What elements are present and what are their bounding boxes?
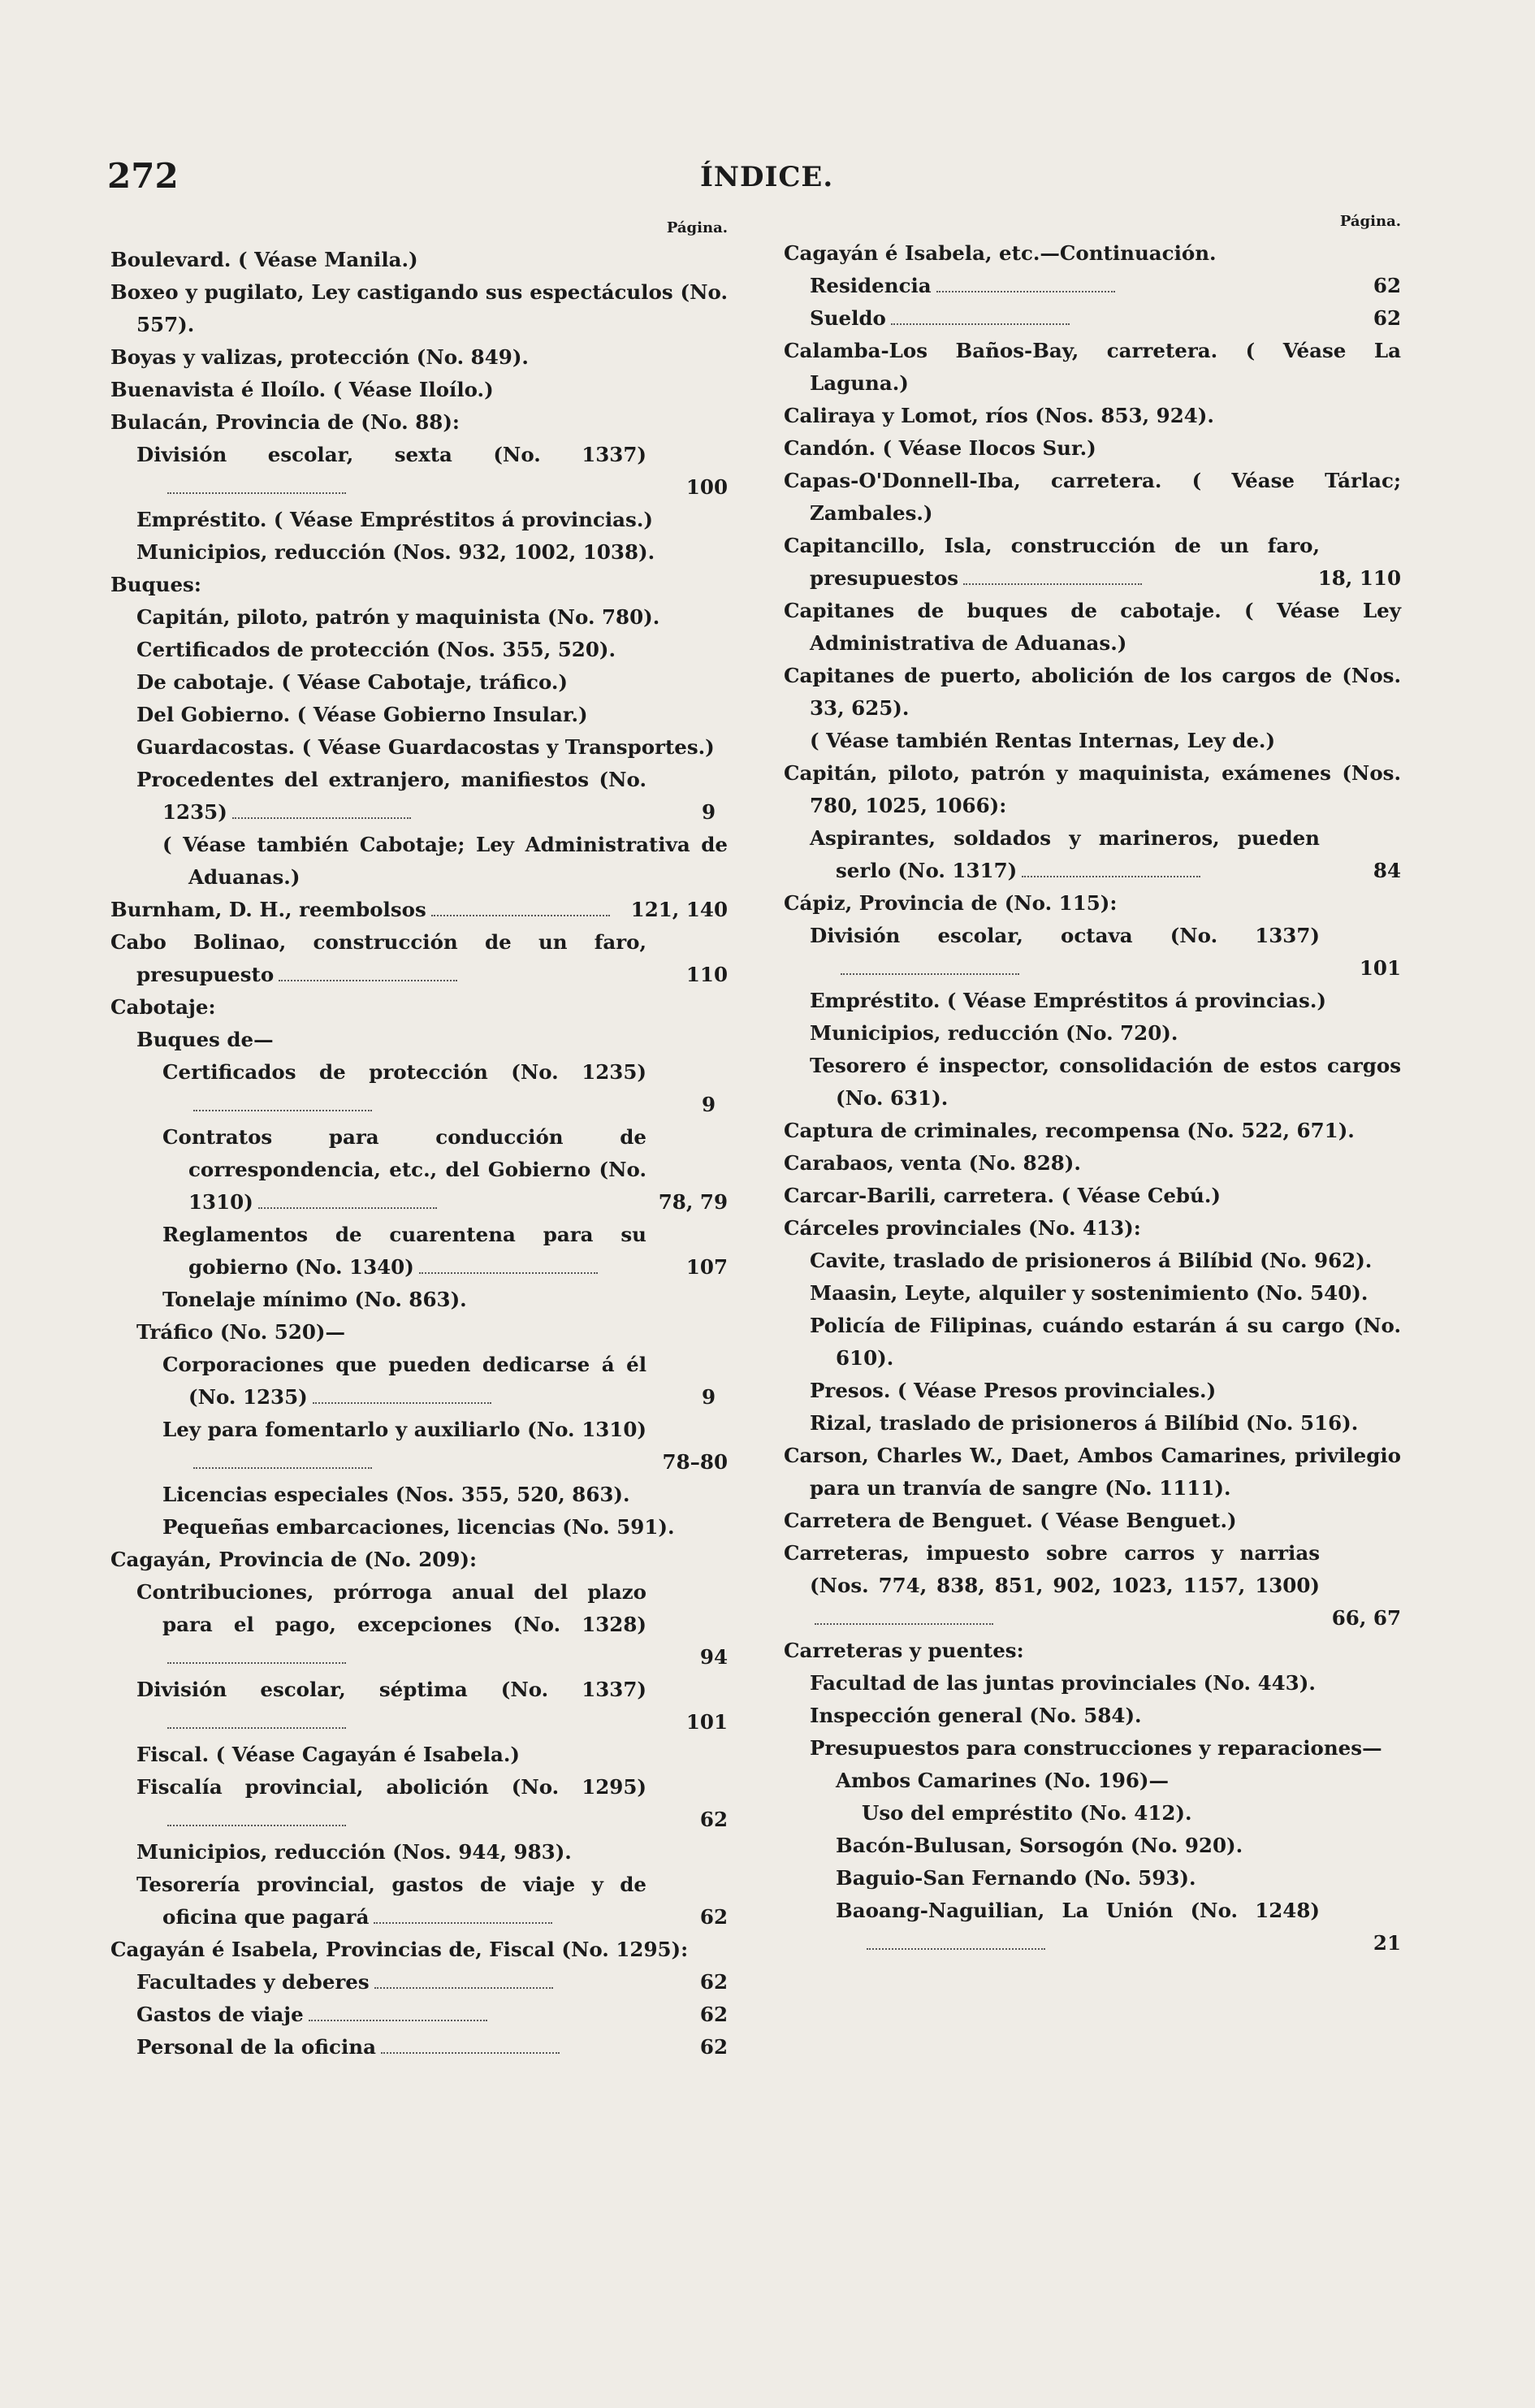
entry-text: Ambos Camarines (No. 196)—	[836, 1769, 1170, 1792]
entry-text: Capitancillo, Isla, construcción de un faro, presupuestos	[784, 534, 1320, 590]
index-entry: Procedentes del extranjero, manifiestos (No. 1235) 9	[136, 768, 716, 824]
entry-text: Baguio-San Fernando (No. 593).	[836, 1866, 1196, 1890]
index-entry	[136, 1739, 728, 1771]
index-entry	[162, 1414, 728, 1479]
entry-text: Municipios, reducción (No. 720).	[810, 1021, 1178, 1045]
entry-text: Buenavista é Iloílo. ( Véase Iloílo.)	[110, 378, 494, 401]
entry-text: Baoang-Naguilian, La Unión (No. 1248)	[836, 1899, 1320, 1922]
leader-dots	[815, 1615, 993, 1625]
entry-text: Boxeo y pugilato, Ley castigando sus espectáculos (No. 557).	[110, 280, 728, 336]
page-reference: 101	[1359, 956, 1401, 980]
index-entry	[110, 894, 728, 926]
entry-text: Carabaos, venta (No. 828).	[784, 1151, 1081, 1175]
index-entry	[136, 1024, 728, 1056]
entry-text: Licencias especiales (Nos. 355, 520, 863).	[162, 1483, 630, 1506]
entry-text: Boyas y valizas, protección (No. 849).	[110, 345, 529, 369]
index-column-right	[784, 213, 1401, 1960]
index-entry	[784, 1147, 1401, 1180]
page-reference: 62	[699, 1905, 728, 1929]
leader-dots	[193, 1102, 372, 1111]
entry-text: Certificados de protección (No. 1235)	[162, 1060, 646, 1084]
entry-text: División escolar, octava (No. 1337)	[810, 924, 1320, 947]
index-entry	[136, 439, 728, 504]
index-entry	[110, 244, 728, 276]
entry-text: Capitán, piloto, patrón y maquinista, exámenes (Nos. 780, 1025, 1066):	[784, 761, 1401, 817]
page-reference: 100	[685, 475, 728, 499]
leader-dots	[167, 1654, 346, 1664]
page-reference: 21	[1373, 1931, 1401, 1955]
leader-dots	[313, 1394, 491, 1404]
entry-text: Carreteras, impuesto sobre carros y narrias (Nos. 774, 838, 851, 902, 1023, 1157, 1300)	[784, 1541, 1320, 1597]
entry-text: Contratos para conducción de correspondencia, etc., del Gobierno (No. 1310)	[162, 1125, 646, 1214]
index-entry	[110, 926, 728, 991]
leader-dots	[232, 809, 411, 819]
leader-dots	[193, 1459, 372, 1469]
entry-text: Sueldo	[810, 306, 886, 330]
index-entry	[110, 991, 728, 1024]
entry-text: Maasin, Leyte, alquiler y sostenimiento (No. 540).	[810, 1281, 1369, 1305]
entry-text: Burnham, D. H., reembolsos	[110, 898, 426, 921]
page-number: 272	[107, 156, 179, 196]
index-entry	[110, 374, 728, 406]
page-reference: 101	[685, 1710, 728, 1734]
entry-text: Bulacán, Provincia de (No. 88):	[110, 410, 460, 434]
index-entry	[784, 1440, 1401, 1505]
entry-text: Cagayán, Provincia de (No. 209):	[110, 1548, 478, 1571]
index-entry	[784, 1505, 1401, 1537]
index-entry	[136, 1771, 728, 1836]
index-entry	[810, 1667, 1401, 1700]
column-label: Página.	[1339, 213, 1401, 230]
page-reference: 62	[699, 1970, 728, 1994]
index-entry	[136, 666, 728, 699]
entry-text: Tesorero é inspector, consolidación de estos cargos (No. 631).	[810, 1054, 1401, 1110]
index-entry	[136, 1674, 728, 1739]
index-entry	[110, 569, 728, 601]
index-entry	[784, 595, 1401, 660]
index-entry	[836, 1765, 1401, 1797]
leader-dots	[936, 283, 1115, 292]
index-entry	[136, 634, 728, 666]
running-head: ÍNDICE.	[700, 161, 834, 193]
entry-text: Carreteras y puentes:	[784, 1639, 1024, 1662]
entry-text: ( Véase también Cabotaje; Ley Administrativa de Aduanas.)	[162, 833, 728, 889]
entry-text: Carson, Charles W., Daet, Ambos Camarines, privilegio para un tranvía de sangre (No. 1111).	[784, 1444, 1401, 1500]
index-entry	[136, 2031, 728, 2064]
index-entry	[784, 237, 1401, 270]
entry-text: Municipios, reducción (Nos. 932, 1002, 1038).	[136, 540, 655, 564]
entry-text: Cagayán é Isabela, Provincias de, Fiscal (No. 1295):	[110, 1938, 689, 1961]
entry-text: Rizal, traslado de prisioneros á Bilíbid (No. 516).	[810, 1411, 1359, 1435]
index-entry	[862, 1797, 1401, 1830]
leader-dots	[1022, 868, 1200, 877]
entry-text: Cagayán é Isabela, etc.—Continuación.	[784, 241, 1217, 265]
entry-text: Facultades y deberes	[136, 1970, 370, 1994]
index-entry	[784, 1115, 1401, 1147]
index-entry: Certificados de protección (No. 1235) 9	[162, 1060, 716, 1116]
index-entry	[784, 335, 1401, 400]
page-reference: 78–80	[662, 1450, 728, 1474]
index-entry	[810, 270, 1401, 302]
entry-text: Cabo Bolinao, construcción de un faro, presupuesto	[110, 930, 646, 986]
index-entry	[136, 1836, 728, 1869]
page-reference: 84	[1373, 859, 1401, 882]
leader-dots	[867, 1940, 1045, 1950]
leader-dots	[381, 2044, 560, 2054]
entry-text: Residencia	[810, 274, 932, 297]
index-entry	[136, 1999, 728, 2031]
entry-text: Contribuciones, prórroga anual del plazo para el pago, excepciones (No. 1328)	[136, 1580, 646, 1636]
entry-text: Personal de la oficina	[136, 2035, 376, 2059]
entry-text: Del Gobierno. ( Véase Gobierno Insular.)	[136, 703, 588, 726]
index-entry	[162, 1511, 728, 1544]
index-entry	[810, 1277, 1401, 1310]
index-column-left	[110, 219, 728, 2064]
entry-text: De cabotaje. ( Véase Cabotaje, tráfico.)	[136, 670, 568, 694]
entry-text: Capitán, piloto, patrón y maquinista (No. 780).	[136, 605, 660, 629]
index-entry	[810, 1245, 1401, 1277]
entry-text: Candón. ( Véase Ilocos Sur.)	[784, 436, 1096, 460]
entry-text: Bacón-Bulusan, Sorsogón (No. 920).	[836, 1834, 1243, 1857]
entry-text: Empréstito. ( Véase Empréstitos á provincias.)	[810, 989, 1326, 1012]
index-entry	[136, 536, 728, 569]
entry-text: Reglamentos de cuarentena para su gobierno (No. 1340)	[162, 1223, 646, 1279]
index-entry	[784, 465, 1401, 530]
index-entry	[810, 1700, 1401, 1732]
entry-text: ( Véase también Rentas Internas, Ley de.)	[810, 729, 1276, 752]
index-entry	[136, 1966, 728, 1999]
leader-dots	[419, 1264, 598, 1274]
entry-text: Presos. ( Véase Presos provinciales.)	[810, 1379, 1217, 1402]
leader-dots	[374, 1914, 552, 1924]
index-entry	[784, 1212, 1401, 1245]
index-entry	[836, 1895, 1401, 1960]
entry-text: Procedentes del extranjero, manifiestos (No. 1235)	[136, 768, 646, 824]
index-entry	[784, 1537, 1401, 1635]
entry-text: Boulevard. ( Véase Manila.)	[110, 248, 418, 271]
entry-text: Tráfico (No. 520)—	[136, 1320, 346, 1344]
index-entry	[784, 757, 1401, 822]
entry-text: Empréstito. ( Véase Empréstitos á provincias.)	[136, 508, 653, 531]
leader-dots	[309, 2012, 487, 2021]
index-entry	[784, 660, 1401, 725]
index-entry	[784, 887, 1401, 920]
index-entry	[136, 504, 728, 536]
index-entry	[810, 1407, 1401, 1440]
index-entry	[110, 276, 728, 341]
page-reference: 62	[1373, 274, 1401, 297]
leader-dots	[258, 1199, 437, 1209]
entry-text: Certificados de protección (Nos. 355, 520).	[136, 638, 616, 661]
leader-dots	[167, 1817, 346, 1826]
entry-text: Uso del empréstito (No. 412).	[862, 1801, 1192, 1825]
index-entry	[162, 1284, 728, 1316]
index-entry	[136, 699, 728, 731]
page-reference: 62	[699, 2003, 728, 2026]
index-entry	[810, 1732, 1401, 1765]
column-label: Página.	[666, 219, 728, 236]
entry-text: Cavite, traslado de prisioneros á Bilíbid (No. 962).	[810, 1249, 1373, 1272]
entry-text: Cárceles provinciales (No. 413):	[784, 1216, 1141, 1240]
leader-dots	[841, 965, 1019, 975]
index-entry	[836, 1830, 1401, 1862]
index-entry	[810, 1375, 1401, 1407]
leader-dots	[374, 1979, 553, 1989]
index-entry	[136, 1576, 728, 1674]
page-reference: 18, 110	[1317, 566, 1401, 590]
index-entry	[810, 920, 1401, 985]
index-entry	[810, 985, 1401, 1017]
entry-text: Capitanes de buques de cabotaje. ( Véase Ley Administrativa de Aduanas.)	[784, 599, 1401, 655]
entry-text: Tesorería provincial, gastos de viaje y de oficina que pagará	[136, 1873, 646, 1929]
entry-text: Policía de Filipinas, cuándo estarán á su cargo (No. 610).	[810, 1314, 1401, 1370]
index-entry	[784, 530, 1401, 595]
index-entry	[110, 1544, 728, 1576]
page-reference: 94	[699, 1645, 728, 1669]
entry-text: Captura de criminales, recompensa (No. 522, 671).	[784, 1119, 1355, 1142]
index-entry	[784, 400, 1401, 432]
leader-dots	[167, 1719, 346, 1729]
page-reference: 121, 140	[630, 898, 728, 921]
entry-text: Facultad de las juntas provinciales (No. 443).	[810, 1671, 1316, 1695]
index-entry	[162, 829, 728, 894]
index-entry	[810, 1017, 1401, 1050]
entry-text: Guardacostas. ( Véase Guardacostas y Transportes.)	[136, 735, 715, 759]
index-entry	[784, 1635, 1401, 1667]
entry-text: Buques de—	[136, 1028, 274, 1051]
entry-text: División escolar, sexta (No. 1337)	[136, 443, 646, 466]
entry-text: Presupuestos para construcciones y reparaciones—	[810, 1736, 1382, 1760]
leader-dots	[167, 484, 346, 494]
entry-text: Fiscalía provincial, abolición (No. 1295)	[136, 1775, 646, 1799]
index-entry	[110, 406, 728, 439]
entry-text: Fiscal. ( Véase Cagayán é Isabela.)	[136, 1743, 521, 1766]
index-entry	[810, 1050, 1401, 1115]
index-entry	[110, 341, 728, 374]
index-entry	[810, 725, 1401, 757]
entry-text: Cabotaje:	[110, 995, 216, 1019]
leader-dots	[431, 907, 610, 916]
index-entry	[810, 1310, 1401, 1375]
entry-text: Buques:	[110, 573, 201, 596]
entry-text: Carcar-Barili, carretera. ( Véase Cebú.)	[784, 1184, 1221, 1207]
index-entry	[162, 1121, 728, 1219]
entry-text: Aspirantes, soldados y marineros, pueden serlo (No. 1317)	[810, 826, 1320, 882]
page-reference: 66, 67	[1331, 1606, 1401, 1630]
entry-text: Capas-O'Donnell-Iba, carretera. ( Véase Tárlac; Zambales.)	[784, 469, 1401, 525]
index-entry	[136, 1316, 728, 1349]
page-reference: 78, 79	[658, 1190, 728, 1214]
index-entry	[136, 731, 728, 764]
page-reference: 62	[699, 2035, 728, 2059]
entry-text: Caliraya y Lomot, ríos (Nos. 853, 924).	[784, 404, 1214, 427]
leader-dots	[963, 575, 1142, 585]
leader-dots	[891, 315, 1070, 325]
page-reference: 62	[699, 1808, 728, 1831]
index-entry	[136, 601, 728, 634]
entry-text: Calamba-Los Baños-Bay, carretera. ( Véase La Laguna.)	[784, 339, 1401, 395]
entry-text: Ley para fomentarlo y auxiliarlo (No. 1310)	[162, 1418, 646, 1441]
index-entry	[162, 1479, 728, 1511]
index-entry	[810, 302, 1401, 335]
page-reference: 110	[685, 963, 728, 986]
entry-text: Inspección general (No. 584).	[810, 1704, 1142, 1727]
leader-dots	[279, 972, 457, 981]
entry-text: Municipios, reducción (Nos. 944, 983).	[136, 1840, 572, 1864]
index-entry	[836, 1862, 1401, 1895]
index-entry	[784, 432, 1401, 465]
entry-text: Cápiz, Provincia de (No. 115):	[784, 891, 1118, 915]
page-reference: 62	[1373, 306, 1401, 330]
entry-text: Capitanes de puerto, abolición de los cargos de (Nos. 33, 625).	[784, 664, 1401, 720]
index-entry: Corporaciones que pueden dedicarse á él (No. 1235) 9	[162, 1353, 716, 1409]
index-entry	[162, 1219, 728, 1284]
entry-text: División escolar, séptima (No. 1337)	[136, 1678, 646, 1701]
index-entry	[136, 1869, 728, 1934]
entry-text: Carretera de Benguet. ( Véase Benguet.)	[784, 1509, 1237, 1532]
index-entry	[110, 1934, 728, 1966]
entry-text: Pequeñas embarcaciones, licencias (No. 591).	[162, 1515, 675, 1539]
entry-text: Tonelaje mínimo (No. 863).	[162, 1288, 467, 1311]
index-entry	[810, 822, 1401, 887]
entry-text: Gastos de viaje	[136, 2003, 304, 2026]
index-entry	[784, 1180, 1401, 1212]
entry-text: Corporaciones que pueden dedicarse á él (No. 1235)	[162, 1353, 646, 1409]
page-reference: 107	[685, 1255, 728, 1279]
